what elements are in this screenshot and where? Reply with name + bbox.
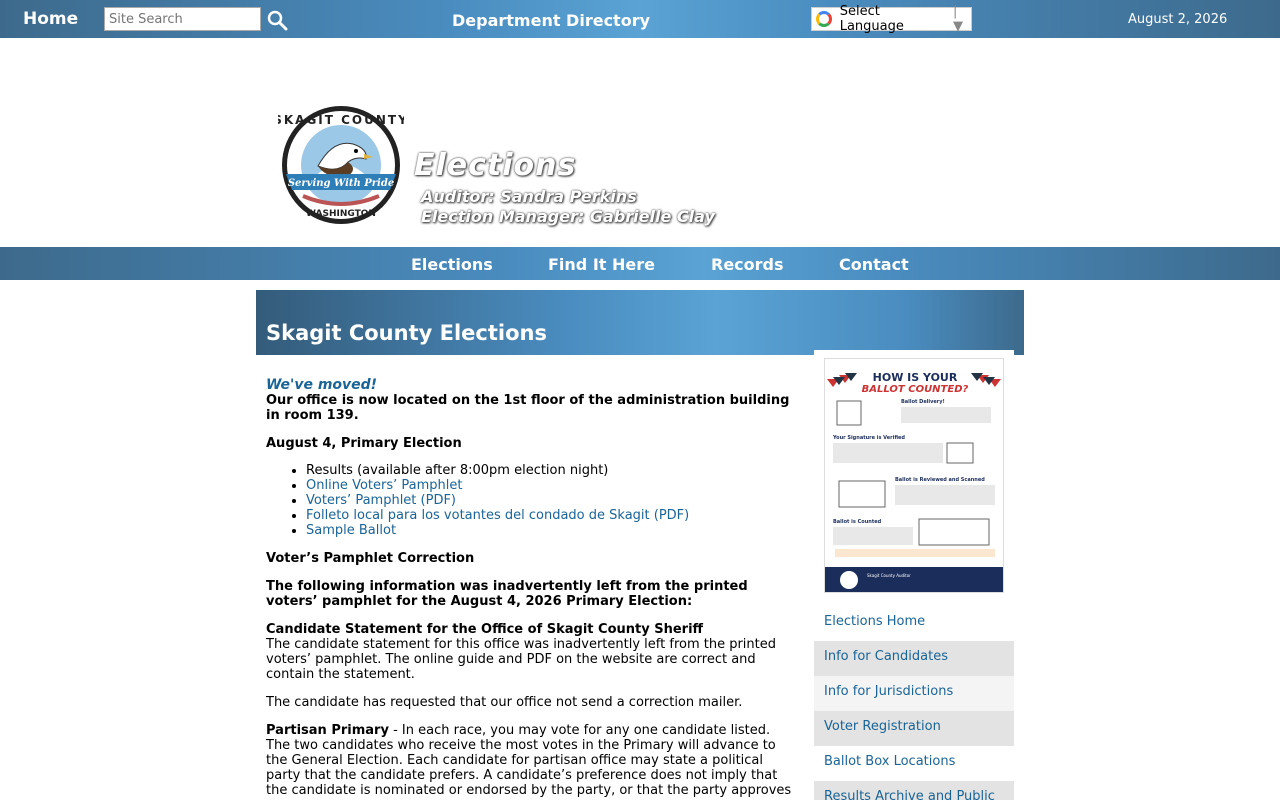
- main-nav: [0, 247, 1280, 280]
- home-link[interactable]: Home: [23, 9, 79, 29]
- language-label: Select Language: [839, 4, 904, 34]
- nav-records[interactable]: Records: [711, 255, 784, 274]
- nav-find-it-here[interactable]: Find It Here: [548, 255, 655, 274]
- partisan-heading: Partisan Primary: [266, 723, 389, 738]
- spanish-pamphlet-link[interactable]: Folleto local para los votantes del condado de Skagit (PDF): [306, 508, 690, 523]
- sidebar-item-info-for-candidates[interactable]: Info for Candidates: [814, 641, 1014, 676]
- sidebar-item-elections-home[interactable]: Elections Home: [814, 606, 1014, 641]
- partisan-text: - In each race, you may vote for any one candidate listed. The two candidates who receive the most votes in the Primary will advance to the General Election. Each candidate for partisan office may state a political party that the candidate prefers. A candidate’s preference does not imply that the candidate is nominated or endorsed by the party, or that the party approves: [266, 723, 792, 798]
- chevron-down-icon: | ▼: [953, 4, 964, 34]
- site-search-input[interactable]: [104, 7, 261, 31]
- department-directory-link[interactable]: Department Directory: [452, 11, 651, 30]
- svg-text:WASHINGTON: WASHINGTON: [306, 209, 376, 219]
- language-select[interactable]: [811, 4, 972, 34]
- poster-step-3: Ballot is Reviewed and Scanned: [895, 477, 985, 483]
- page-title: Skagit County Elections: [266, 321, 547, 345]
- auditor-name: Auditor: Sandra Perkins: [421, 187, 637, 206]
- poster-step-1: Ballot Delivery!: [901, 399, 945, 405]
- sidebar-item-ballot-box-locations[interactable]: Ballot Box Locations: [814, 746, 1014, 781]
- poster-footer: Skagit County Auditor: [867, 573, 911, 578]
- mailer-text: The candidate has requested that our office not send a correction mailer.: [266, 695, 743, 710]
- page-heading-elections: Elections: [414, 148, 577, 183]
- page-banner: [256, 290, 1024, 355]
- primary-election-heading: August 4, Primary Election: [266, 436, 462, 451]
- sheriff-text: The candidate statement for this office was inadvertently left from the printed voters’ pamphlet. The online guide and PDF on the website are correct and contain the statement.: [266, 637, 777, 682]
- moved-heading: We've moved!: [266, 377, 378, 393]
- top-bar: [0, 0, 1280, 38]
- svg-text:Serving With Pride: Serving With Pride: [287, 178, 395, 189]
- current-date: August 2, 2026: [1128, 12, 1228, 27]
- sidebar-item-voter-registration[interactable]: Voter Registration: [814, 711, 1014, 746]
- sidebar-item-info-for-jurisdictions[interactable]: Info for Jurisdictions: [814, 676, 1014, 711]
- moved-text: Our office is now located on the 1st floor of the administration building in room 139.: [266, 393, 790, 423]
- poster-title-1: HOW IS YOUR: [872, 371, 958, 384]
- poster-step-2: Your Signature is Verified: [833, 435, 906, 441]
- sidebar-item-results-archive[interactable]: Results Archive and Public: [814, 781, 1014, 800]
- svg-text:SKAGIT COUNTY: SKAGIT COUNTY: [278, 113, 404, 127]
- poster-step-4: Ballot is Counted: [833, 519, 882, 525]
- google-icon: [816, 11, 832, 27]
- correction-text: The following information was inadvertently left from the printed voters’ pamphlet for the August 4, 2026 Primary Election:: [266, 579, 748, 609]
- online-voters-pamphlet-link[interactable]: Online Voters’ Pamphlet: [306, 478, 463, 493]
- nav-elections[interactable]: Elections: [411, 255, 493, 274]
- main-content: [266, 378, 796, 811]
- ballot-counted-poster[interactable]: [824, 358, 1004, 593]
- voters-pamphlet-pdf-link[interactable]: Voters’ Pamphlet (PDF): [306, 493, 457, 508]
- correction-heading: Voter’s Pamphlet Correction: [266, 551, 475, 566]
- primary-links-list: [306, 463, 796, 538]
- poster-title-2: BALLOT COUNTED?: [861, 384, 969, 395]
- sheriff-heading: Candidate Statement for the Office of Skagit County Sheriff: [266, 622, 704, 637]
- search-icon[interactable]: [266, 9, 288, 31]
- nav-contact[interactable]: Contact: [839, 255, 909, 274]
- results-item: • Results (available after 8:00pm election night): [306, 463, 796, 478]
- election-manager-name: Election Manager: Gabrielle Clay: [421, 207, 715, 226]
- county-seal-logo[interactable]: [278, 104, 404, 226]
- sample-ballot-link[interactable]: Sample Ballot: [306, 523, 397, 538]
